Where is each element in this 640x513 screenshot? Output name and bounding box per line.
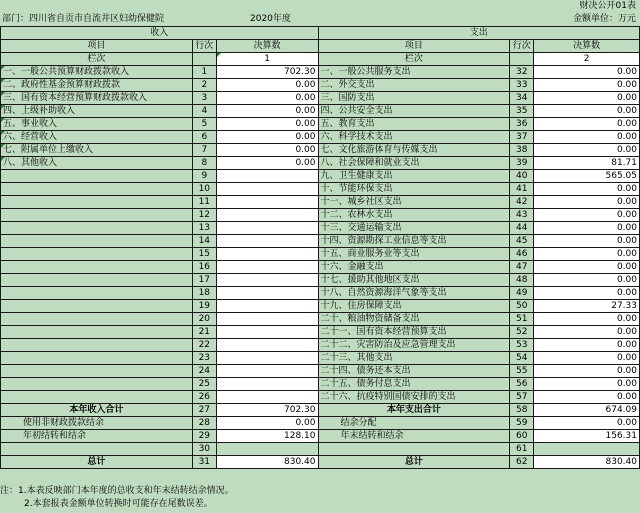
expense-total-no: 58: [510, 404, 534, 417]
left-item: [1, 248, 193, 261]
non-fiscal-val[interactable]: 0.00: [216, 417, 318, 430]
left-item: 四、上级补助收入: [1, 105, 193, 118]
left-item: [1, 209, 193, 222]
grand-total-right-val[interactable]: 830.40: [534, 456, 640, 469]
left-val[interactable]: [216, 248, 318, 261]
right-val[interactable]: 0.00: [534, 313, 640, 326]
left-no: 17: [192, 274, 216, 287]
left-item: [1, 352, 193, 365]
right-no: 36: [510, 118, 534, 131]
left-no: 6: [192, 131, 216, 144]
left-val[interactable]: [216, 274, 318, 287]
income-expense-table: [0, 26, 640, 469]
table-row: [1, 209, 640, 222]
left-no: 19: [192, 300, 216, 313]
right-val[interactable]: 0.00: [534, 131, 640, 144]
right-item: 十四、资源勘探工业信息等支出: [318, 235, 510, 248]
right-item: 十七、援助其他地区支出: [318, 274, 510, 287]
right-val[interactable]: 0.00: [534, 261, 640, 274]
right-item: 十六、金融支出: [318, 261, 510, 274]
right-no: 33: [510, 79, 534, 92]
left-no: 2: [192, 79, 216, 92]
empty-cell: [1, 443, 193, 456]
carry-out-label: 年末结转和结余: [318, 430, 510, 443]
right-item: 四、公共安全支出: [318, 105, 510, 118]
left-item: [1, 339, 193, 352]
left-val[interactable]: [216, 235, 318, 248]
right-item: 十五、商业服务业等支出: [318, 248, 510, 261]
year-label: 2020年度: [250, 14, 291, 24]
left-no: 1: [192, 66, 216, 79]
right-item: 十二、农林水支出: [318, 209, 510, 222]
expense-total-label: 本年支出合计: [318, 404, 510, 417]
right-item: 八、社会保障和就业支出: [318, 157, 510, 170]
left-val[interactable]: 0.00: [216, 92, 318, 105]
left-item: 六、经营收入: [1, 131, 193, 144]
left-val[interactable]: [216, 352, 318, 365]
left-val[interactable]: [216, 365, 318, 378]
blank-left-no: 30: [192, 443, 216, 456]
non-fiscal-label: 使用非财政拨款结余: [1, 417, 193, 430]
right-val[interactable]: 0.00: [534, 183, 640, 196]
left-item: [1, 326, 193, 339]
col-rowno-left: 行次: [192, 40, 216, 53]
table-row: [1, 170, 640, 183]
left-item: [1, 274, 193, 287]
left-no: 16: [192, 261, 216, 274]
left-item: 五、事业收入: [1, 118, 193, 131]
right-val[interactable]: 0.00: [534, 79, 640, 92]
right-no: 56: [510, 378, 534, 391]
non-fiscal-no: 28: [192, 417, 216, 430]
right-item: 二十四、债务还本支出: [318, 365, 510, 378]
col-rowno-right: 行次: [510, 40, 534, 53]
left-no: 5: [192, 118, 216, 131]
right-item: 五、教育支出: [318, 118, 510, 131]
left-val[interactable]: [216, 339, 318, 352]
right-val[interactable]: 0.00: [534, 196, 640, 209]
note-2: 2.本套报表金额单位转换时可能存在尾数误差。: [24, 499, 213, 509]
right-val[interactable]: 0.00: [534, 209, 640, 222]
right-no: 39: [510, 157, 534, 170]
table-row: [1, 144, 640, 157]
expense-header: 支出: [318, 27, 640, 40]
right-val[interactable]: 0.00: [534, 391, 640, 404]
right-item: 一、一般公共服务支出: [318, 66, 510, 79]
left-no: 24: [192, 365, 216, 378]
right-no: 38: [510, 144, 534, 157]
right-no: 52: [510, 326, 534, 339]
header-row-2: [0, 13, 640, 26]
left-no: 8: [192, 157, 216, 170]
income-total-label: 本年收入合计: [1, 404, 193, 417]
left-item: 七、附属单位上缴收入: [1, 144, 193, 157]
left-val[interactable]: 0.00: [216, 131, 318, 144]
right-val[interactable]: 0.00: [534, 378, 640, 391]
table-row: [1, 222, 640, 235]
empty-cell: [216, 443, 318, 456]
left-item: [1, 261, 193, 274]
right-val[interactable]: 0.00: [534, 287, 640, 300]
table-row: [1, 66, 640, 79]
left-val[interactable]: [216, 196, 318, 209]
left-val[interactable]: [216, 287, 318, 300]
left-item: 三、国有资本经营预算财政拨款收入: [1, 92, 193, 105]
table-row: [1, 326, 640, 339]
table-row: [1, 105, 640, 118]
table-row: [1, 313, 640, 326]
right-no: 53: [510, 339, 534, 352]
right-no: 37: [510, 131, 534, 144]
left-item: [1, 170, 193, 183]
expense-total-val[interactable]: 674.09: [534, 404, 640, 417]
table-row: [1, 365, 640, 378]
right-val[interactable]: 0.00: [534, 248, 640, 261]
left-item: [1, 300, 193, 313]
right-item: 二十三、其他支出: [318, 352, 510, 365]
right-val[interactable]: 0.00: [534, 66, 640, 79]
unit-label: 金额单位：万元: [572, 14, 636, 24]
right-no: 55: [510, 365, 534, 378]
grand-total-left-val[interactable]: 830.40: [216, 456, 318, 469]
left-val[interactable]: [216, 183, 318, 196]
left-val[interactable]: [216, 378, 318, 391]
right-item: 二十、粮油物资储备支出: [318, 313, 510, 326]
carry-in-no: 29: [192, 430, 216, 443]
form-code: 财决公开01表: [579, 1, 636, 11]
blank-right-no: 61: [510, 443, 534, 456]
left-no: 7: [192, 144, 216, 157]
income-total-no: 27: [192, 404, 216, 417]
right-no: 44: [510, 222, 534, 235]
left-no: 18: [192, 287, 216, 300]
table-row: [1, 183, 640, 196]
table-row: [1, 391, 640, 404]
right-val[interactable]: 0.00: [534, 144, 640, 157]
table-row: [1, 235, 640, 248]
right-no: 35: [510, 105, 534, 118]
right-item: 十八、自然资源海洋气象等支出: [318, 287, 510, 300]
table-row: [1, 196, 640, 209]
left-item: [1, 313, 193, 326]
empty-cell: [192, 53, 216, 66]
left-no: 25: [192, 378, 216, 391]
right-no: 47: [510, 261, 534, 274]
table-row: [1, 339, 640, 352]
right-item: 七、文化旅游体育与传媒支出: [318, 144, 510, 157]
table-row: [1, 300, 640, 313]
left-item: [1, 183, 193, 196]
right-val[interactable]: 0.00: [534, 235, 640, 248]
left-val[interactable]: 0.00: [216, 79, 318, 92]
right-no: 32: [510, 66, 534, 79]
right-val[interactable]: 0.00: [534, 352, 640, 365]
department-label: 部门：四川省自贡市自流井区妇幼保健院: [2, 14, 165, 24]
col-amount-right: 决算数: [534, 40, 640, 53]
table-row: [1, 274, 640, 287]
left-no: 15: [192, 248, 216, 261]
left-no: 26: [192, 391, 216, 404]
right-item: 十、节能环保支出: [318, 183, 510, 196]
left-val[interactable]: [216, 326, 318, 339]
col-1-label[interactable]: 1: [216, 53, 318, 66]
right-val[interactable]: 0.00: [534, 92, 640, 105]
right-val[interactable]: 27.33: [534, 300, 640, 313]
left-no: 9: [192, 170, 216, 183]
right-val[interactable]: 0.00: [534, 222, 640, 235]
table-row: [1, 352, 640, 365]
right-val[interactable]: 0.00: [534, 339, 640, 352]
left-no: 3: [192, 92, 216, 105]
carry-out-val[interactable]: 156.31: [534, 430, 640, 443]
right-no: 46: [510, 248, 534, 261]
table-row: [1, 261, 640, 274]
right-item: 二十二、灾害防治及应急管理支出: [318, 339, 510, 352]
left-item: [1, 235, 193, 248]
left-no: 12: [192, 209, 216, 222]
left-no: 4: [192, 105, 216, 118]
left-item: [1, 287, 193, 300]
right-item: 二、外交支出: [318, 79, 510, 92]
income-total-val[interactable]: 702.30: [216, 404, 318, 417]
left-val[interactable]: [216, 261, 318, 274]
right-item: 六、科学技术支出: [318, 131, 510, 144]
right-no: 57: [510, 391, 534, 404]
right-item: 二十六、抗疫特别国债安排的支出: [318, 391, 510, 404]
empty-cell: [318, 443, 510, 456]
right-no: 40: [510, 170, 534, 183]
table-row: [1, 118, 640, 131]
left-val[interactable]: [216, 313, 318, 326]
right-item: 十九、住房保障支出: [318, 300, 510, 313]
left-no: 13: [192, 222, 216, 235]
left-val[interactable]: [216, 209, 318, 222]
right-no: 43: [510, 209, 534, 222]
right-item: 十一、城乡社区支出: [318, 196, 510, 209]
left-item: 二、政府性基金预算财政拨款: [1, 79, 193, 92]
grand-total-right-no: 62: [510, 456, 534, 469]
note-1: 注：1.本表反映部门本年度的总收支和年末结转结余情况。: [0, 486, 234, 496]
header-row-1: [0, 0, 640, 13]
right-no: 51: [510, 313, 534, 326]
distribution-no: 59: [510, 417, 534, 430]
right-no: 49: [510, 287, 534, 300]
table-row: [1, 92, 640, 105]
carry-out-no: 60: [510, 430, 534, 443]
left-no: 22: [192, 339, 216, 352]
right-no: 50: [510, 300, 534, 313]
table-row: [1, 157, 640, 170]
grand-total-left-label: 总计: [1, 456, 193, 469]
empty-cell: [534, 443, 640, 456]
table-row: [1, 248, 640, 261]
left-val[interactable]: [216, 391, 318, 404]
table-row: [1, 287, 640, 300]
grand-total-left-no: 31: [192, 456, 216, 469]
left-val[interactable]: 0.00: [216, 157, 318, 170]
right-item: 十三、交通运输支出: [318, 222, 510, 235]
right-item: 二十五、债务付息支出: [318, 378, 510, 391]
left-val[interactable]: 0.00: [216, 144, 318, 157]
right-val[interactable]: 0.00: [534, 105, 640, 118]
right-val[interactable]: 0.00: [534, 365, 640, 378]
right-val[interactable]: 0.00: [534, 118, 640, 131]
left-no: 14: [192, 235, 216, 248]
lanci-left: 栏次: [1, 53, 193, 66]
left-val[interactable]: [216, 222, 318, 235]
empty-cell: [510, 53, 534, 66]
left-no: 21: [192, 326, 216, 339]
right-val[interactable]: 0.00: [534, 274, 640, 287]
left-no: 11: [192, 196, 216, 209]
left-val[interactable]: 0.00: [216, 105, 318, 118]
right-no: 48: [510, 274, 534, 287]
col-amount-left: 决算数: [216, 40, 318, 53]
col-item-left: 项目: [1, 40, 193, 53]
right-no: 42: [510, 196, 534, 209]
left-no: 10: [192, 183, 216, 196]
col-item-right: 项目: [318, 40, 510, 53]
left-val[interactable]: 0.00: [216, 118, 318, 131]
distribution-label: 结余分配: [318, 417, 510, 430]
right-item: 三、国防支出: [318, 92, 510, 105]
left-item: [1, 391, 193, 404]
left-item: [1, 222, 193, 235]
income-header: 收入: [1, 27, 319, 40]
distribution-val[interactable]: 0.00: [534, 417, 640, 430]
left-no: 23: [192, 352, 216, 365]
right-no: 54: [510, 352, 534, 365]
grand-total-right-label: 总计: [318, 456, 510, 469]
left-item: 一、一般公共预算财政拨款收入: [1, 66, 193, 79]
left-item: [1, 365, 193, 378]
right-item: 二十一、国有资本经营预算支出: [318, 326, 510, 339]
right-val[interactable]: 0.00: [534, 326, 640, 339]
right-item: 九、卫生健康支出: [318, 170, 510, 183]
right-no: 41: [510, 183, 534, 196]
left-val[interactable]: [216, 300, 318, 313]
left-no: 20: [192, 313, 216, 326]
left-item: [1, 378, 193, 391]
right-val[interactable]: 565.05: [534, 170, 640, 183]
lanci-right: 栏次: [318, 53, 510, 66]
right-val[interactable]: 81.71: [534, 157, 640, 170]
table-row: [1, 131, 640, 144]
table-row: [1, 378, 640, 391]
left-item: 八、其他收入: [1, 157, 193, 170]
carry-in-val[interactable]: 128.10: [216, 430, 318, 443]
right-no: 34: [510, 92, 534, 105]
col-2-label[interactable]: 2: [534, 53, 640, 66]
table-row: [1, 79, 640, 92]
left-item: [1, 196, 193, 209]
right-no: 45: [510, 235, 534, 248]
notes: [0, 485, 640, 511]
carry-in-label: 年初结转和结余: [1, 430, 193, 443]
left-val[interactable]: 702.30: [216, 66, 318, 79]
left-val[interactable]: [216, 170, 318, 183]
